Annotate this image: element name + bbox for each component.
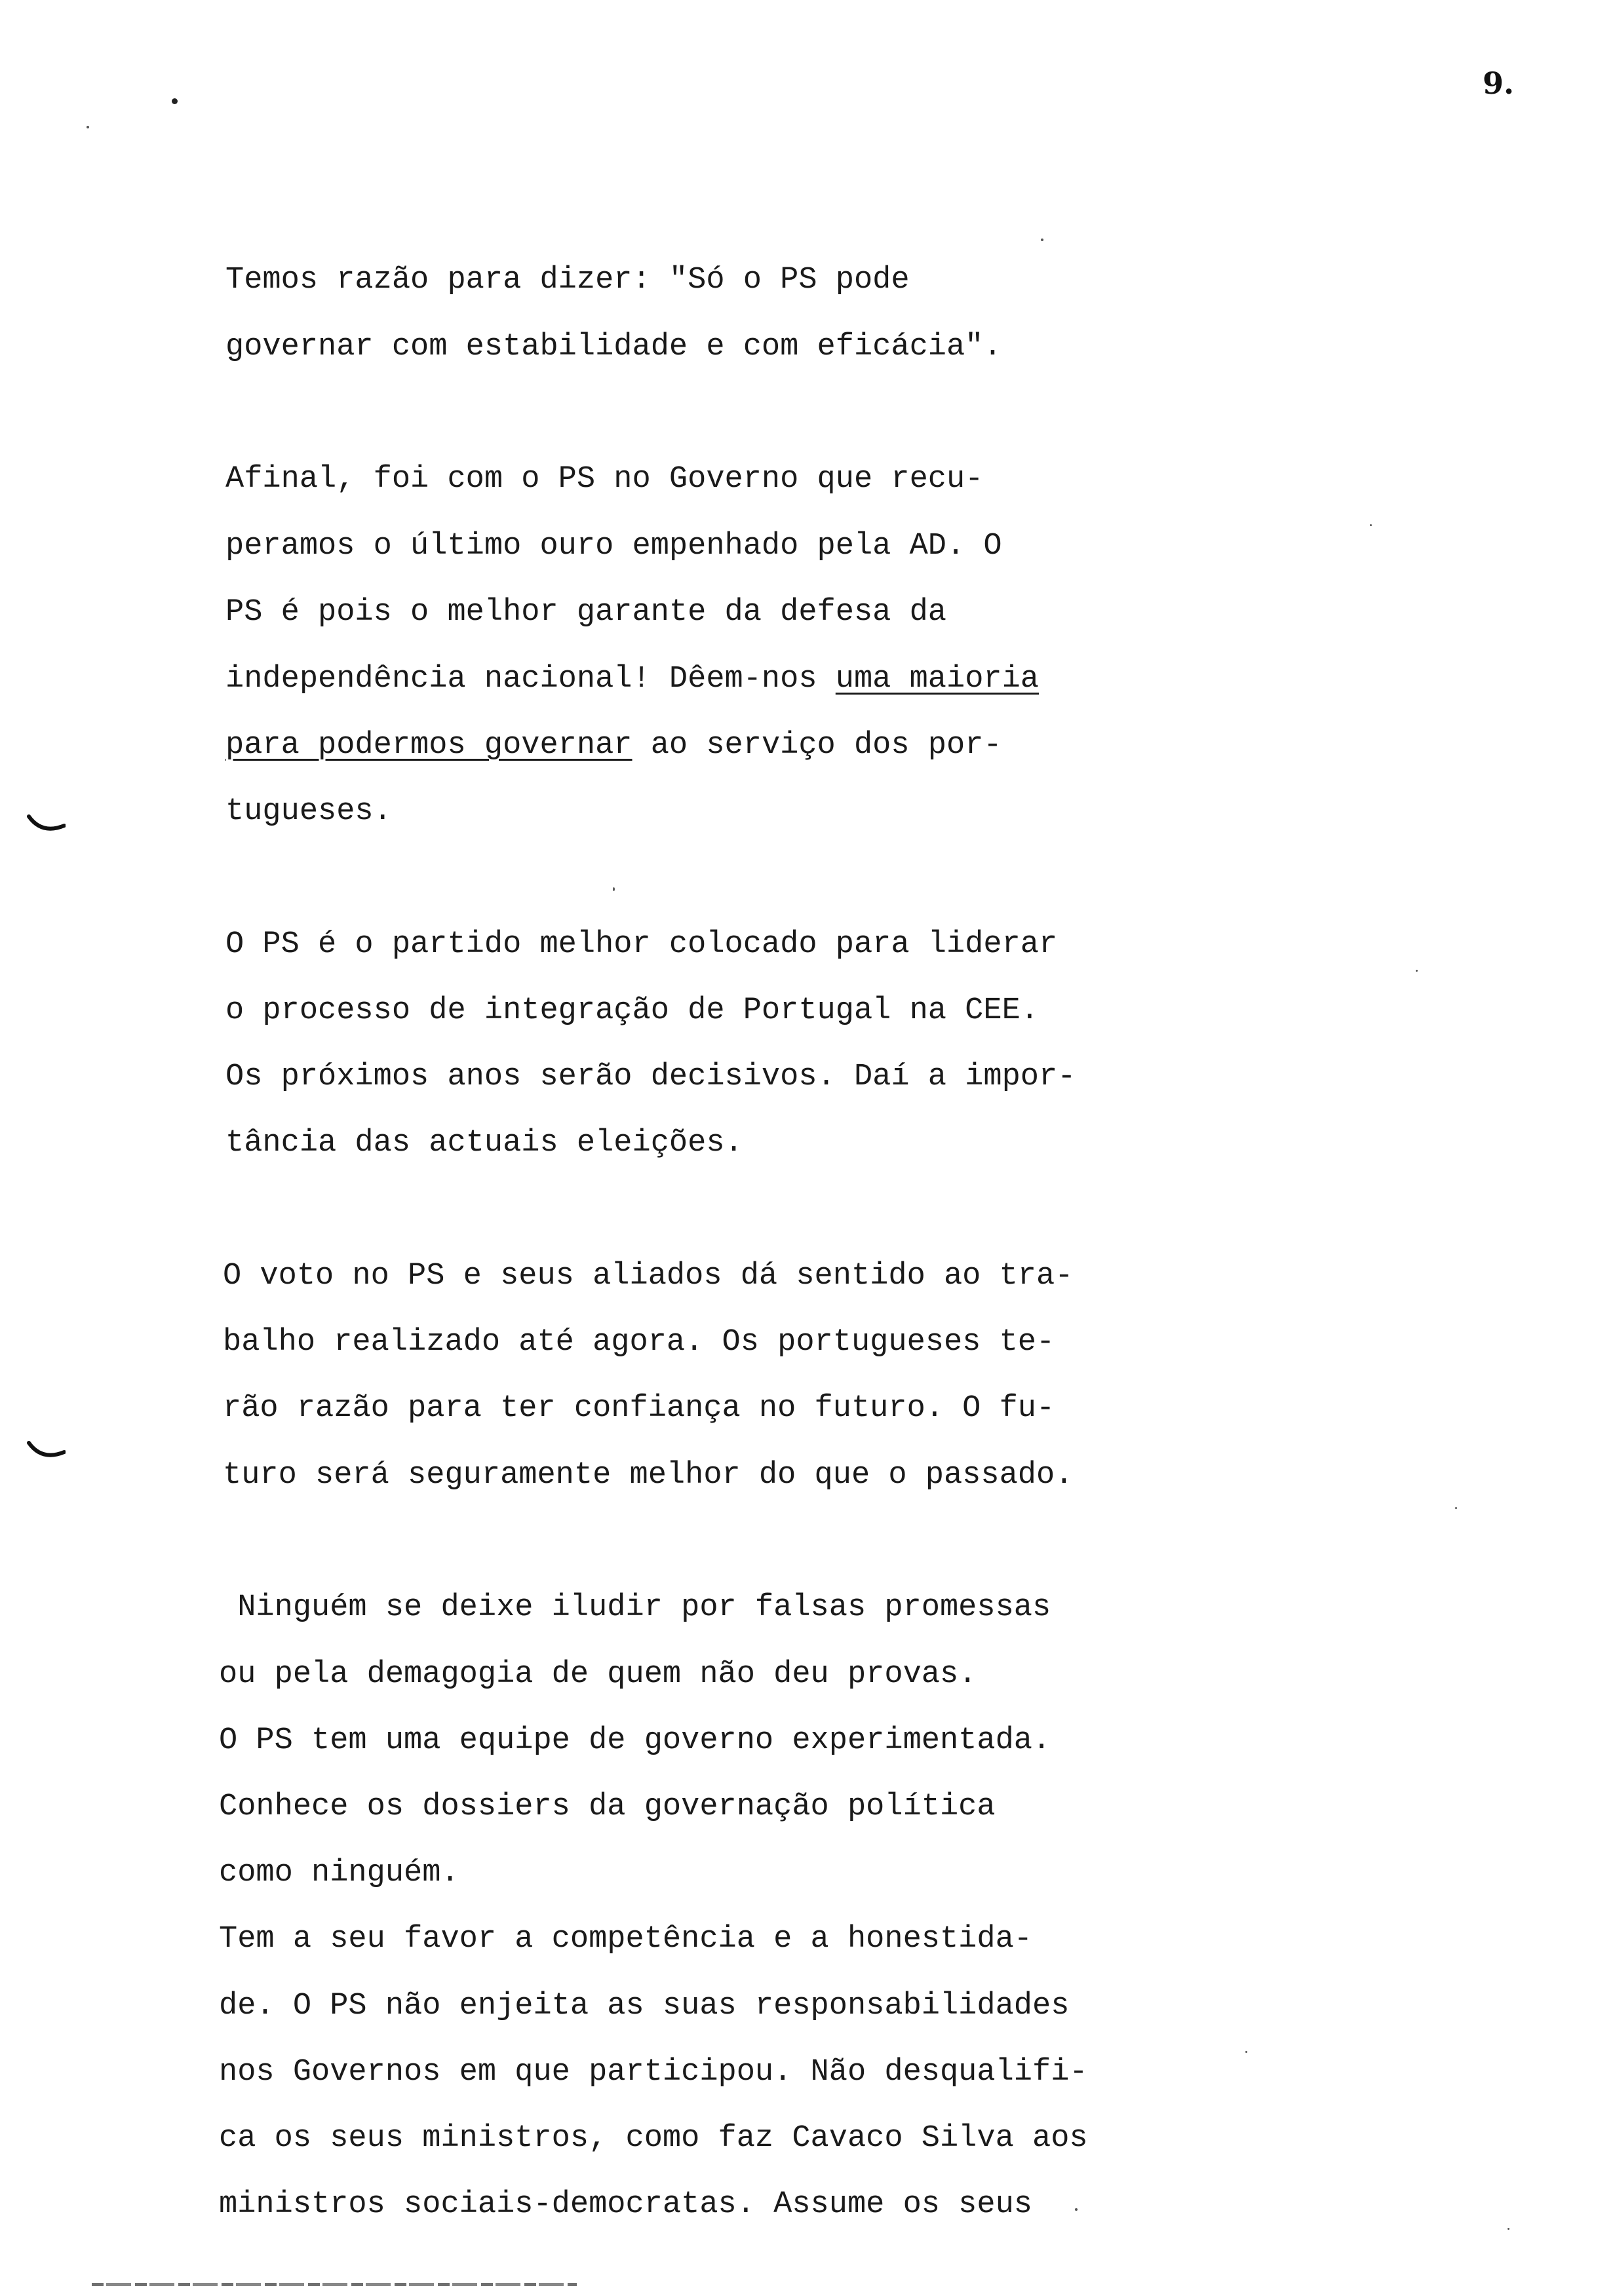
- text-line: rão razão para ter confiança no futuro. O fu-: [223, 1391, 1055, 1426]
- page-number: 9.: [1483, 66, 1515, 101]
- text-line: turo será seguramente melhor do que o passado.: [223, 1458, 1074, 1493]
- scan-speck: [1416, 970, 1418, 972]
- text-line: ou pela demagogia de quem não deu provas.: [219, 1657, 977, 1692]
- scan-speck: [87, 126, 89, 128]
- margin-curve-mark: [26, 1439, 66, 1465]
- scan-speck: [613, 887, 615, 891]
- scan-edge-strip: [92, 2283, 577, 2286]
- text-line: Temos razão para dizer: "Só o PS pode: [225, 263, 910, 297]
- scan-speck: [1370, 524, 1372, 526]
- text-line: Os próximos anos serão decisivos. Daí a impor-: [225, 1060, 1076, 1094]
- text-line: balho realizado até agora. Os portugueses te-: [223, 1325, 1055, 1360]
- text-line: ministros sociais-democratas. Assume os seus: [219, 2187, 1033, 2222]
- text-line: o processo de integração de Portugal na CEE.: [225, 993, 1040, 1028]
- text-line: PS é pois o melhor garante da defesa da: [225, 595, 946, 630]
- scan-speck: [1508, 2228, 1509, 2230]
- text-line: [225, 664, 1039, 695]
- text-line: O voto no PS e seus aliados dá sentido ao tra-: [223, 1259, 1074, 1293]
- text-line: O PS tem uma equipe de governo experimentada.: [219, 1723, 1051, 1758]
- text-line: como ninguém.: [219, 1856, 459, 1890]
- text-line: Conhece os dossiers da governação política: [219, 1789, 996, 1824]
- text-line: [225, 730, 1002, 761]
- underlined-phrase: para podermos governar: [225, 728, 632, 763]
- text-line: Afinal, foi com o PS no Governo que recu-: [225, 462, 984, 497]
- text-line: Ninguém se deixe iludir por falsas promessas: [219, 1590, 1051, 1625]
- text-line: Tem a seu favor a competência e a honestida-: [219, 1922, 1033, 1957]
- text-segment: independência nacional! Dêem-nos: [225, 662, 836, 697]
- scan-speck: [1245, 2051, 1247, 2053]
- text-segment: ao serviço dos por-: [632, 728, 1002, 763]
- text-line: tugueses.: [225, 794, 392, 829]
- scan-speck: [1075, 2208, 1078, 2211]
- margin-curve-mark: [26, 813, 66, 839]
- text-line: governar com estabilidade e com eficácia".: [225, 330, 1002, 364]
- text-line: de. O PS não enjeita as suas responsabilidades: [219, 1989, 1070, 2023]
- underlined-phrase: uma maioria: [835, 662, 1040, 697]
- text-line: peramos o último ouro empenhado pela AD. O: [225, 529, 1002, 564]
- scan-speck: [1041, 239, 1043, 241]
- scan-speck: [1455, 1507, 1457, 1509]
- text-line: nos Governos em que participou. Não desqualifi-: [219, 2055, 1088, 2090]
- text-line: O PS é o partido melhor colocado para liderar: [225, 927, 1058, 962]
- scan-speck: [172, 98, 178, 104]
- text-line: tância das actuais eleições.: [225, 1126, 743, 1160]
- text-line: ca os seus ministros, como faz Cavaco Silva aos: [219, 2121, 1088, 2156]
